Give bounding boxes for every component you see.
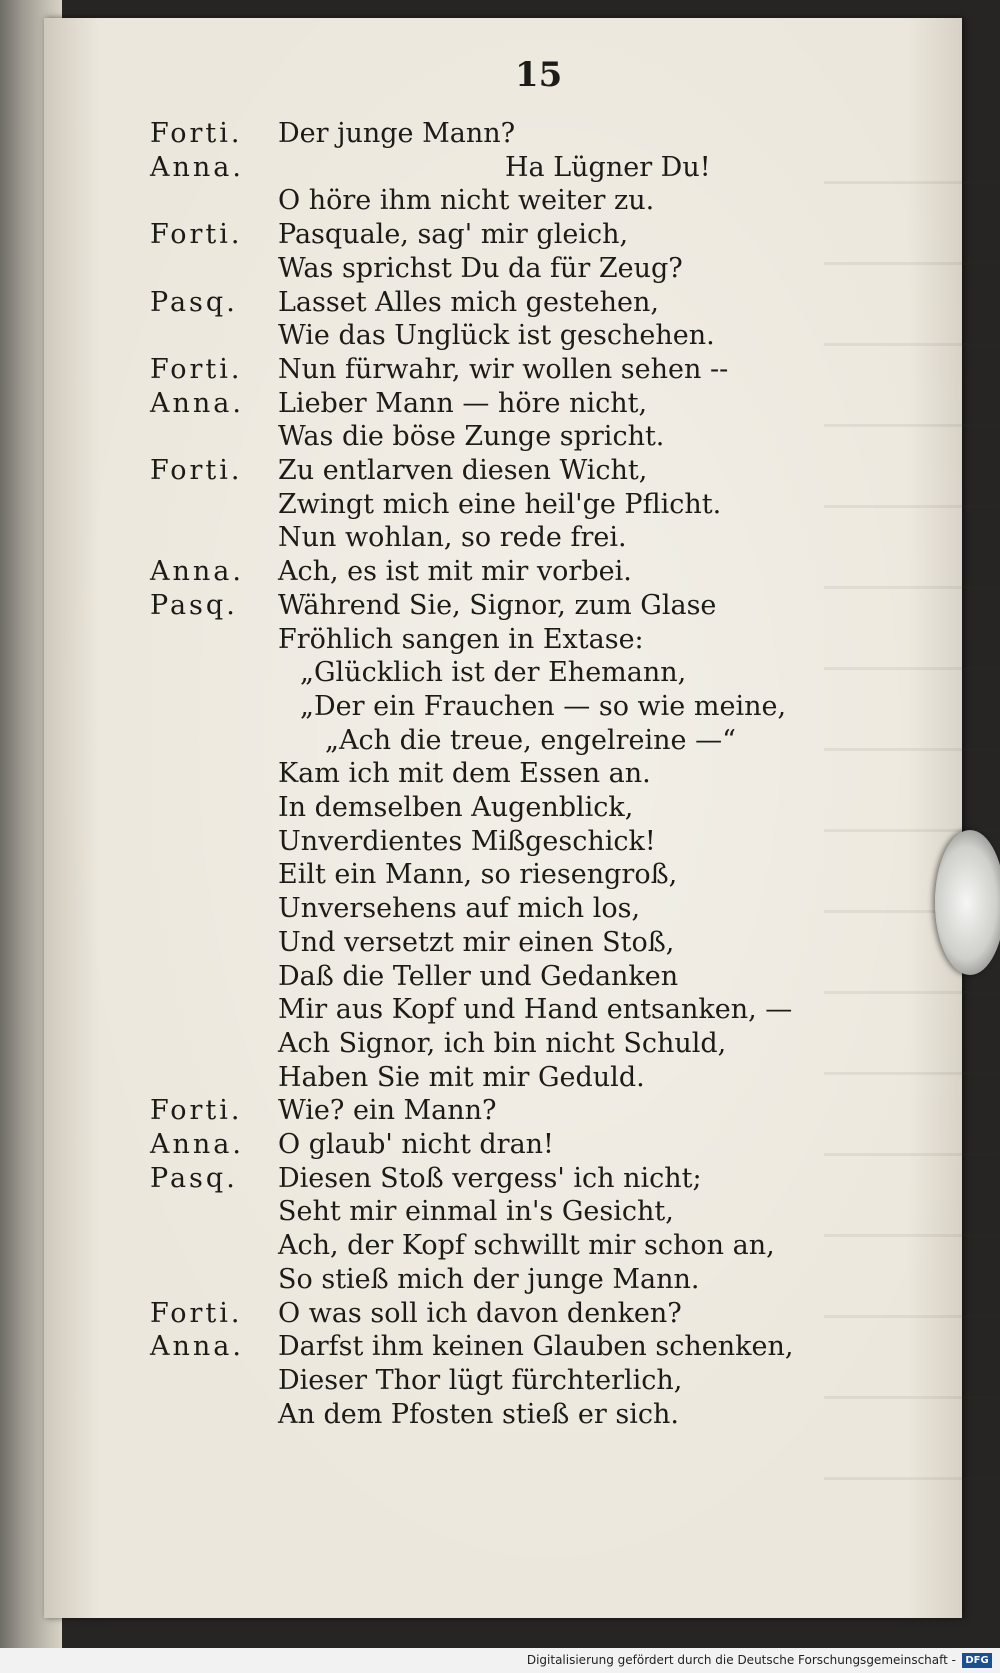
verse-text: Unversehens auf mich los, bbox=[278, 893, 641, 924]
verse-text: Lieber Mann — höre nicht, bbox=[278, 388, 648, 419]
verse-text: In demselben Augenblick, bbox=[278, 792, 634, 823]
verse-text: Diesen Stoß vergess' ich nicht; bbox=[278, 1163, 702, 1194]
verse-text: Darfst ihm keinen Glauben schenken, bbox=[278, 1331, 794, 1362]
verse-text: Wie? ein Mann? bbox=[278, 1095, 497, 1126]
speaker-name: Forti. bbox=[150, 455, 243, 486]
verse-text: Lasset Alles mich gestehen, bbox=[278, 287, 659, 318]
verse-text: O höre ihm nicht weiter zu. bbox=[278, 185, 655, 216]
verse-text: Was sprichst Du da für Zeug? bbox=[278, 253, 683, 284]
verse-text: Seht mir einmal in's Gesicht, bbox=[278, 1196, 674, 1227]
verse-text: Und versetzt mir einen Stoß, bbox=[278, 927, 675, 958]
footer-bar bbox=[0, 1648, 1000, 1673]
speaker-name: Pasq. bbox=[150, 590, 238, 621]
verse-text: „Ach die treue, engelreine —“ bbox=[325, 725, 736, 756]
show-through-bleed bbox=[824, 113, 999, 1533]
speaker-name: Anna. bbox=[150, 152, 244, 183]
verse-text: An dem Pfosten stieß er sich. bbox=[278, 1399, 679, 1430]
verse-text: O glaub' nicht dran! bbox=[278, 1129, 554, 1160]
verse-text: „Der ein Frauchen — so wie meine, bbox=[300, 691, 787, 722]
dfg-logo: DFG bbox=[962, 1653, 992, 1668]
speaker-name: Anna. bbox=[150, 556, 244, 587]
verse-text: Zwingt mich eine heil'ge Pflicht. bbox=[278, 489, 722, 520]
verse-text: Der junge Mann? bbox=[278, 118, 516, 149]
page-clip bbox=[935, 830, 1000, 975]
verse-text: Ach Signor, ich bin nicht Schuld, bbox=[278, 1028, 727, 1059]
verse-text: Unverdientes Mißgeschick! bbox=[278, 826, 656, 857]
verse-text: Dieser Thor lügt fürchterlich, bbox=[278, 1365, 683, 1396]
speaker-name: Forti. bbox=[150, 1298, 243, 1329]
verse-text: So stieß mich der junge Mann. bbox=[278, 1264, 700, 1295]
verse-text: Was die böse Zunge spricht. bbox=[278, 421, 665, 452]
page-number: 15 bbox=[515, 55, 563, 95]
verse-text: Nun wohlan, so rede frei. bbox=[278, 522, 627, 553]
verse-text: Eilt ein Mann, so riesengroß, bbox=[278, 859, 678, 890]
verse-text: Ha Lügner Du! bbox=[505, 152, 711, 183]
verse-text: Während Sie, Signor, zum Glase bbox=[278, 590, 717, 621]
speaker-name: Anna. bbox=[150, 388, 244, 419]
speaker-name: Anna. bbox=[150, 1129, 244, 1160]
speaker-name: Forti. bbox=[150, 354, 243, 385]
speaker-name: Pasq. bbox=[150, 1163, 238, 1194]
verse-text: Daß die Teller und Gedanken bbox=[278, 961, 679, 992]
verse-text: Mir aus Kopf und Hand entsanken, — bbox=[278, 994, 793, 1025]
speaker-name: Anna. bbox=[150, 1331, 244, 1362]
verse-text: Ach, der Kopf schwillt mir schon an, bbox=[278, 1230, 775, 1261]
verse-text: O was soll ich davon denken? bbox=[278, 1298, 682, 1329]
speaker-name: Forti. bbox=[150, 1095, 243, 1126]
verse-text: Haben Sie mit mir Geduld. bbox=[278, 1062, 645, 1093]
verse-text: Zu entlarven diesen Wicht, bbox=[278, 455, 648, 486]
verse-text: Wie das Unglück ist geschehen. bbox=[278, 320, 715, 351]
verse-text: Pasquale, sag' mir gleich, bbox=[278, 219, 629, 250]
verse-text: Fröhlich sangen in Extase: bbox=[278, 624, 644, 655]
verse-text: Kam ich mit dem Essen an. bbox=[278, 758, 651, 789]
verse-text: „Glücklich ist der Ehemann, bbox=[300, 657, 687, 688]
speaker-name: Forti. bbox=[150, 118, 243, 149]
speaker-name: Forti. bbox=[150, 219, 243, 250]
speaker-name: Pasq. bbox=[150, 287, 238, 318]
verse-text: Ach, es ist mit mir vorbei. bbox=[278, 556, 632, 587]
funding-credit: Digitalisierung gefördert durch die Deutsche Forschungsgemeinschaft - bbox=[526, 1653, 956, 1667]
verse-text: Nun fürwahr, wir wollen sehen -- bbox=[278, 354, 729, 385]
